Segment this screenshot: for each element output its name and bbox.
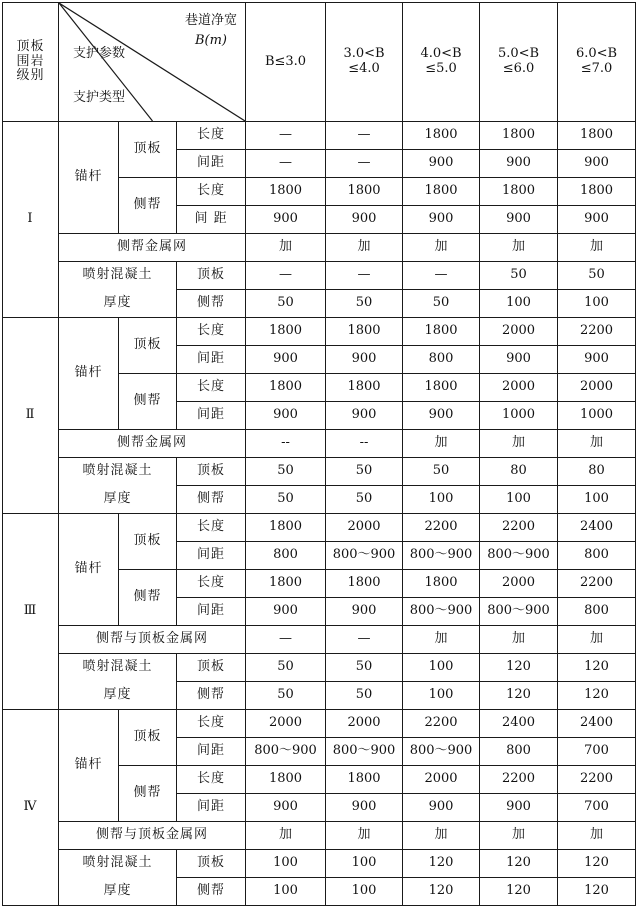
grade-4-shot-roof-value-col-3: 120 (403, 850, 480, 878)
grade-3-shot-roof-value-col-2: 50 (326, 654, 403, 682)
grade-2-shot-side-label: 侧帮 (177, 486, 246, 514)
grade-4-shot-roof-value-col-1: 100 (246, 850, 326, 878)
grade-4-roof-spacing-label: 间距 (177, 738, 246, 766)
grade-2-row-roof-length (3, 318, 636, 346)
grade-1-side-spacing-value-col-3: 900 (403, 206, 480, 234)
grade-1-shot-side-label: 侧帮 (177, 290, 246, 318)
grade-2-side-label: 侧帮 (119, 374, 177, 430)
grade-2-roof-spacing-label: 间距 (177, 346, 246, 374)
grade-3-grade-cell: Ⅲ (3, 514, 59, 710)
grade-4-row-shot-roof (3, 850, 636, 878)
grade-1-side-label: 侧帮 (119, 178, 177, 234)
grade-4-shot-side-value-col-2: 100 (326, 878, 403, 906)
grade-3-row-roof-length (3, 514, 636, 542)
grade-1-side-spacing-value-col-5: 900 (558, 206, 636, 234)
grade-2-roof-spacing-value-col-1: 900 (246, 346, 326, 374)
grade-1-side-length-label: 长度 (177, 178, 246, 206)
grade-4-mesh-value-col-5: 加 (558, 822, 636, 850)
grade-3-shot-side-value-col-3: 100 (403, 682, 480, 710)
grade-1-shot-label-1: 喷射混凝土 (59, 262, 177, 290)
grade-2-roof-spacing-value-col-4: 900 (480, 346, 558, 374)
grade-4-mesh-value-col-2: 加 (326, 822, 403, 850)
width-column-header-2-line-2: ≤4.0 (348, 61, 380, 76)
rock-grade-header (3, 3, 59, 122)
grade-2-mesh-value-col-5: 加 (558, 430, 636, 458)
grade-1-side-length-value-col-4: 1800 (480, 178, 558, 206)
grade-4-side-spacing-value-col-2: 900 (326, 794, 403, 822)
grade-2-shot-roof-value-col-4: 80 (480, 458, 558, 486)
grade-1-row-shot-roof (3, 262, 636, 290)
grade-1-shot-roof-value-col-4: 50 (480, 262, 558, 290)
grade-2-side-spacing-label: 间距 (177, 402, 246, 430)
grade-4-roof-length-value-col-2: 2000 (326, 710, 403, 738)
grade-3-side-spacing-value-col-2: 900 (326, 598, 403, 626)
grade-1-roof-length-value-col-5: 1800 (558, 122, 636, 150)
grade-1-shot-roof-value-col-5: 50 (558, 262, 636, 290)
grade-1-grade-cell: Ⅰ (3, 122, 59, 318)
grade-3-shot-side-value-col-5: 120 (558, 682, 636, 710)
grade-2-bolt-label: 锚杆 (59, 318, 119, 430)
grade-2-mesh-value-col-1: -- (246, 430, 326, 458)
grade-3-roof-spacing-value-col-5: 800 (558, 542, 636, 570)
grade-3-mesh-label: 侧帮与顶板金属网 (59, 626, 246, 654)
grade-4-roof-length-value-col-3: 2200 (403, 710, 480, 738)
grade-4-roof-spacing-value-col-1: 800～900 (246, 738, 326, 766)
grade-3-side-spacing-value-col-4: 800～900 (480, 598, 558, 626)
grade-3-roof-length-value-col-5: 2400 (558, 514, 636, 542)
grade-1-mesh-value-col-5: 加 (558, 234, 636, 262)
grade-4-roof-spacing-value-col-5: 700 (558, 738, 636, 766)
grade-4-roof-spacing-value-col-3: 800～900 (403, 738, 480, 766)
grade-2-row-shot-roof (3, 458, 636, 486)
grade-2-side-length-label: 长度 (177, 374, 246, 402)
grade-1-shot-side-value-col-5: 100 (558, 290, 636, 318)
grade-2-roof-length-label: 长度 (177, 318, 246, 346)
grade-3-side-length-label: 长度 (177, 570, 246, 598)
grade-3-roof-length-label: 长度 (177, 514, 246, 542)
diag-width-line-1: 巷道净宽 (185, 13, 238, 28)
grade-2-shot-roof-value-col-2: 50 (326, 458, 403, 486)
grade-4-shot-side-value-col-4: 120 (480, 878, 558, 906)
grade-3-row-mesh (3, 626, 636, 654)
grade-4-shot-label-2: 厚度 (59, 878, 177, 906)
grade-2-roof-label: 顶板 (119, 318, 177, 374)
grade-4-side-length-label: 长度 (177, 766, 246, 794)
grade-3-shot-side-label: 侧帮 (177, 682, 246, 710)
grade-4-row-roof-length (3, 710, 636, 738)
support-parameter-table (2, 2, 636, 906)
grade-2-grade-cell: Ⅱ (3, 318, 59, 514)
grade-2-side-spacing-value-col-1: 900 (246, 402, 326, 430)
header-row (3, 3, 636, 122)
grade-1-mesh-value-col-3: 加 (403, 234, 480, 262)
grade-3-side-label: 侧帮 (119, 570, 177, 626)
grade-4-roof-length-value-col-4: 2400 (480, 710, 558, 738)
width-column-header-5-line-2: ≤7.0 (580, 61, 613, 76)
grade-4-roof-spacing-value-col-4: 800 (480, 738, 558, 766)
grade-1-shot-roof-label: 顶板 (177, 262, 246, 290)
diag-type-label: 支护类型 (73, 90, 126, 105)
grade-3-mesh-value-col-1: — (246, 626, 326, 654)
grade-1-shot-roof-value-col-1: — (246, 262, 326, 290)
grade-3-shot-side-value-col-4: 120 (480, 682, 558, 710)
grade-4-mesh-value-col-3: 加 (403, 822, 480, 850)
grade-3-side-length-value-col-2: 1800 (326, 570, 403, 598)
grade-2-side-spacing-value-col-3: 900 (403, 402, 480, 430)
grade-1-roof-length-value-col-2: — (326, 122, 403, 150)
grade-3-side-length-value-col-4: 2000 (480, 570, 558, 598)
grade-3-roof-spacing-value-col-1: 800 (246, 542, 326, 570)
grade-1-side-length-value-col-5: 1800 (558, 178, 636, 206)
grade-3-side-length-value-col-5: 2200 (558, 570, 636, 598)
grade-2-roof-length-value-col-3: 1800 (403, 318, 480, 346)
grade-2-side-spacing-value-col-2: 900 (326, 402, 403, 430)
grade-3-side-length-value-col-1: 1800 (246, 570, 326, 598)
width-column-header-5 (558, 3, 636, 122)
grade-4-shot-side-value-col-1: 100 (246, 878, 326, 906)
grade-3-roof-length-value-col-1: 1800 (246, 514, 326, 542)
grade-1-roof-spacing-value-col-3: 900 (403, 150, 480, 178)
grade-1-mesh-label: 侧帮金属网 (59, 234, 246, 262)
grade-1-side-spacing-value-col-1: 900 (246, 206, 326, 234)
grade-1-row-mesh (3, 234, 636, 262)
rock-grade-header-line-2: 围岩 (16, 53, 45, 69)
grade-1-shot-roof-value-col-2: — (326, 262, 403, 290)
grade-3-shot-roof-value-col-5: 120 (558, 654, 636, 682)
grade-3-mesh-value-col-4: 加 (480, 626, 558, 654)
grade-1-roof-spacing-label: 间距 (177, 150, 246, 178)
diag-width-line-2: B(m) (194, 33, 228, 49)
grade-4-shot-roof-value-col-5: 120 (558, 850, 636, 878)
grade-1-row-roof-length (3, 122, 636, 150)
grade-1-mesh-value-col-2: 加 (326, 234, 403, 262)
grade-4-side-length-value-col-5: 2200 (558, 766, 636, 794)
grade-3-roof-length-value-col-3: 2200 (403, 514, 480, 542)
grade-4-roof-spacing-value-col-2: 800～900 (326, 738, 403, 766)
grade-2-shot-roof-value-col-3: 50 (403, 458, 480, 486)
grade-4-side-spacing-value-col-1: 900 (246, 794, 326, 822)
grade-4-roof-length-value-col-1: 2000 (246, 710, 326, 738)
grade-3-shot-roof-label: 顶板 (177, 654, 246, 682)
grade-4-bolt-label: 锚杆 (59, 710, 119, 822)
grade-2-shot-label-2: 厚度 (59, 486, 177, 514)
grade-4-row-mesh (3, 822, 636, 850)
grade-1-side-length-value-col-2: 1800 (326, 178, 403, 206)
grade-3-roof-spacing-value-col-3: 800～900 (403, 542, 480, 570)
grade-3-side-spacing-label: 间距 (177, 598, 246, 626)
grade-2-shot-side-value-col-3: 100 (403, 486, 480, 514)
diagonal-header-cell (59, 3, 246, 122)
grade-4-mesh-value-col-4: 加 (480, 822, 558, 850)
grade-2-roof-length-value-col-5: 2200 (558, 318, 636, 346)
grade-1-side-length-value-col-3: 1800 (403, 178, 480, 206)
grade-2-side-length-value-col-2: 1800 (326, 374, 403, 402)
width-column-header-2 (326, 3, 403, 122)
grade-3-side-length-value-col-3: 1800 (403, 570, 480, 598)
width-column-header-3-line-2: ≤5.0 (425, 61, 457, 76)
grade-1-roof-label: 顶板 (119, 122, 177, 178)
grade-3-shot-roof-value-col-4: 120 (480, 654, 558, 682)
grade-1-side-length-value-col-1: 1800 (246, 178, 326, 206)
grade-4-shot-side-value-col-5: 120 (558, 878, 636, 906)
width-column-header-2-line-1: 3.0<B (343, 46, 385, 62)
grade-2-mesh-value-col-4: 加 (480, 430, 558, 458)
grade-1-mesh-value-col-1: 加 (246, 234, 326, 262)
grade-2-side-length-value-col-4: 2000 (480, 374, 558, 402)
grade-2-shot-roof-value-col-1: 50 (246, 458, 326, 486)
grade-4-mesh-label: 侧帮与顶板金属网 (59, 822, 246, 850)
grade-3-row-shot-side (3, 682, 636, 710)
width-column-header-3-line-1: 4.0<B (420, 46, 462, 62)
grade-4-side-spacing-value-col-4: 900 (480, 794, 558, 822)
grade-2-mesh-value-col-3: 加 (403, 430, 480, 458)
grade-4-roof-label: 顶板 (119, 710, 177, 766)
grade-2-shot-side-value-col-4: 100 (480, 486, 558, 514)
grade-3-side-spacing-value-col-5: 800 (558, 598, 636, 626)
grade-2-mesh-value-col-2: -- (326, 430, 403, 458)
grade-2-side-length-value-col-3: 1800 (403, 374, 480, 402)
grade-4-shot-roof-value-col-2: 100 (326, 850, 403, 878)
width-column-header-4 (480, 3, 558, 122)
diag-param-label: 支护参数 (73, 46, 126, 61)
grade-1-bolt-label: 锚杆 (59, 122, 119, 234)
width-column-header-3 (403, 3, 480, 122)
grade-2-roof-length-value-col-2: 1800 (326, 318, 403, 346)
grade-2-roof-length-value-col-1: 1800 (246, 318, 326, 346)
grade-4-side-length-value-col-1: 1800 (246, 766, 326, 794)
grade-2-shot-side-value-col-2: 50 (326, 486, 403, 514)
grade-1-roof-length-label: 长度 (177, 122, 246, 150)
grade-4-row-shot-side (3, 878, 636, 906)
grade-4-side-spacing-value-col-3: 900 (403, 794, 480, 822)
grade-1-side-spacing-value-col-4: 900 (480, 206, 558, 234)
grade-1-roof-length-value-col-4: 1800 (480, 122, 558, 150)
grade-4-shot-label-1: 喷射混凝土 (59, 850, 177, 878)
width-column-header-4-line-2: ≤6.0 (502, 61, 535, 76)
grade-1-roof-spacing-value-col-2: — (326, 150, 403, 178)
grade-2-roof-spacing-value-col-3: 800 (403, 346, 480, 374)
grade-4-side-length-value-col-3: 2000 (403, 766, 480, 794)
grade-1-side-spacing-value-col-2: 900 (326, 206, 403, 234)
width-column-header-1-line-1: B≤3.0 (264, 53, 307, 69)
grade-2-shot-side-value-col-1: 50 (246, 486, 326, 514)
grade-3-side-spacing-value-col-1: 900 (246, 598, 326, 626)
grade-2-row-mesh (3, 430, 636, 458)
grade-2-side-length-value-col-5: 2000 (558, 374, 636, 402)
grade-4-side-label: 侧帮 (119, 766, 177, 822)
width-column-header-5-line-1: 6.0<B (575, 46, 618, 62)
grade-2-side-spacing-value-col-4: 1000 (480, 402, 558, 430)
grade-3-roof-label: 顶板 (119, 514, 177, 570)
grade-2-side-spacing-value-col-5: 1000 (558, 402, 636, 430)
grade-1-roof-length-value-col-1: — (246, 122, 326, 150)
grade-3-shot-side-value-col-1: 50 (246, 682, 326, 710)
grade-4-shot-side-label: 侧帮 (177, 878, 246, 906)
grade-4-side-spacing-label: 间距 (177, 794, 246, 822)
grade-3-roof-spacing-value-col-4: 800～900 (480, 542, 558, 570)
grade-4-mesh-value-col-1: 加 (246, 822, 326, 850)
grade-4-roof-length-value-col-5: 2400 (558, 710, 636, 738)
grade-3-shot-side-value-col-2: 50 (326, 682, 403, 710)
grade-3-shot-label-1: 喷射混凝土 (59, 654, 177, 682)
grade-1-mesh-value-col-4: 加 (480, 234, 558, 262)
grade-1-shot-label-2: 厚度 (59, 290, 177, 318)
grade-3-row-shot-roof (3, 654, 636, 682)
grade-4-side-length-value-col-2: 1800 (326, 766, 403, 794)
grade-2-roof-spacing-value-col-5: 900 (558, 346, 636, 374)
grade-3-mesh-value-col-5: 加 (558, 626, 636, 654)
grade-1-roof-spacing-value-col-5: 900 (558, 150, 636, 178)
grade-1-shot-side-value-col-2: 50 (326, 290, 403, 318)
grade-3-roof-spacing-label: 间距 (177, 542, 246, 570)
rock-grade-header-line-1: 顶板 (16, 38, 45, 54)
support-parameter-table-wrapper (2, 2, 635, 907)
grade-1-roof-spacing-value-col-1: — (246, 150, 326, 178)
grade-3-roof-length-value-col-2: 2000 (326, 514, 403, 542)
grade-1-shot-side-value-col-1: 50 (246, 290, 326, 318)
grade-1-side-spacing-label: 间 距 (177, 206, 246, 234)
grade-2-shot-roof-value-col-5: 80 (558, 458, 636, 486)
grade-2-shot-label-1: 喷射混凝土 (59, 458, 177, 486)
grade-3-mesh-value-col-2: — (326, 626, 403, 654)
grade-3-shot-roof-value-col-3: 100 (403, 654, 480, 682)
grade-3-side-spacing-value-col-3: 800～900 (403, 598, 480, 626)
grade-3-bolt-label: 锚杆 (59, 514, 119, 626)
grade-4-grade-cell: Ⅳ (3, 710, 59, 906)
width-column-header-4-line-1: 5.0<B (497, 46, 540, 62)
grade-1-shot-roof-value-col-3: — (403, 262, 480, 290)
rock-grade-header-line-3: 级别 (16, 68, 45, 84)
grade-3-roof-length-value-col-4: 2200 (480, 514, 558, 542)
grade-3-shot-label-2: 厚度 (59, 682, 177, 710)
grade-4-shot-side-value-col-3: 120 (403, 878, 480, 906)
grade-2-roof-spacing-value-col-2: 900 (326, 346, 403, 374)
grade-1-roof-length-value-col-3: 1800 (403, 122, 480, 150)
grade-3-roof-spacing-value-col-2: 800～900 (326, 542, 403, 570)
grade-3-mesh-value-col-3: 加 (403, 626, 480, 654)
grade-2-shot-side-value-col-5: 100 (558, 486, 636, 514)
grade-1-row-shot-side (3, 290, 636, 318)
grade-2-roof-length-value-col-4: 2000 (480, 318, 558, 346)
grade-1-shot-side-value-col-4: 100 (480, 290, 558, 318)
grade-4-shot-roof-label: 顶板 (177, 850, 246, 878)
width-column-header-1 (246, 3, 326, 122)
grade-2-side-length-value-col-1: 1800 (246, 374, 326, 402)
grade-2-shot-roof-label: 顶板 (177, 458, 246, 486)
grade-4-shot-roof-value-col-4: 120 (480, 850, 558, 878)
grade-3-shot-roof-value-col-1: 50 (246, 654, 326, 682)
grade-2-mesh-label: 侧帮金属网 (59, 430, 246, 458)
grade-1-shot-side-value-col-3: 50 (403, 290, 480, 318)
grade-4-side-spacing-value-col-5: 700 (558, 794, 636, 822)
grade-4-side-length-value-col-4: 2200 (480, 766, 558, 794)
grade-2-row-shot-side (3, 486, 636, 514)
grade-4-roof-length-label: 长度 (177, 710, 246, 738)
grade-1-roof-spacing-value-col-4: 900 (480, 150, 558, 178)
diag-width-label (185, 11, 237, 51)
